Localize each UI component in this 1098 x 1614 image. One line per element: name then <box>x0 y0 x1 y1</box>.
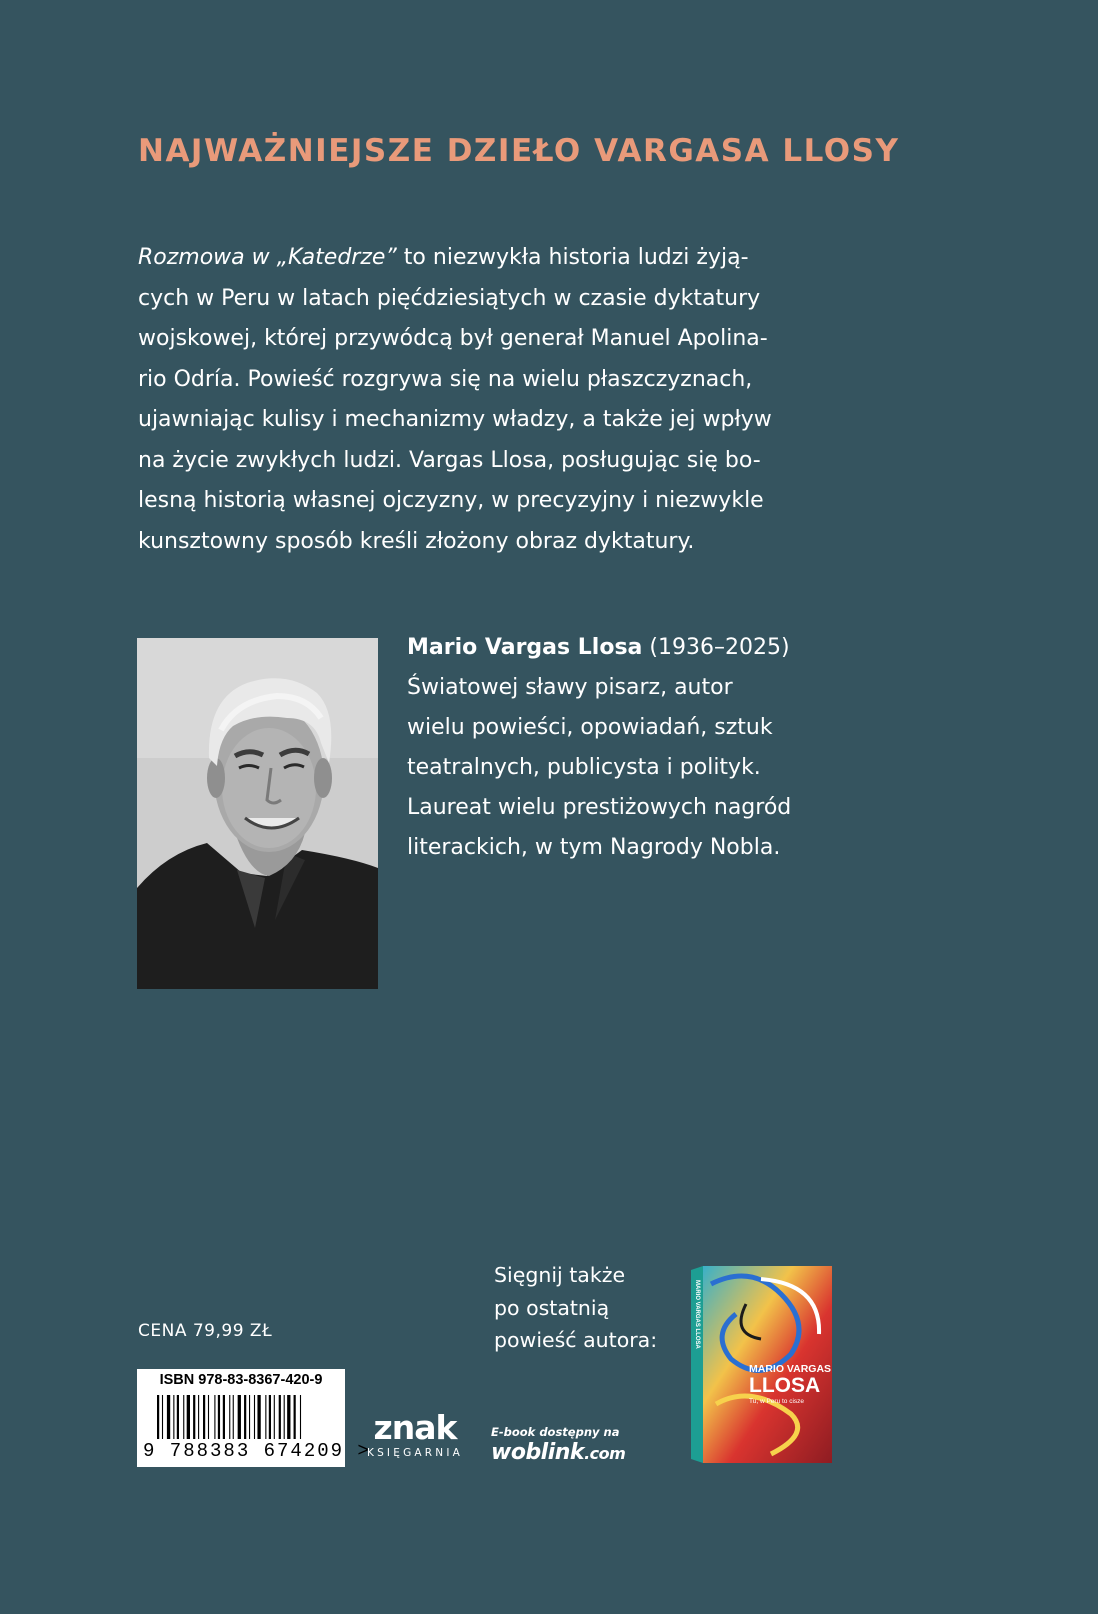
bio-line: teatralnych, publicysta i polityk. <box>407 755 761 780</box>
author-bio <box>407 628 827 868</box>
promo-line: Sięgnij także <box>494 1263 626 1287</box>
promo-book-cover <box>691 1264 834 1465</box>
spine-text: MARIO VARGAS LLOSA <box>694 1280 700 1349</box>
ebook-notice <box>491 1425 625 1465</box>
bio-line: Laureat wielu prestiżowych nagród <box>407 795 792 820</box>
woblink-brand: woblink <box>491 1440 585 1465</box>
author-years: (1936–2025) <box>642 635 790 660</box>
publisher-subtitle: KSIĘGARNIA <box>366 1447 464 1459</box>
description-title: Rozmowa w „Katedrze” <box>138 245 397 270</box>
description-line: kunsztowny sposób kreśli złożony obraz dyktatury. <box>138 528 695 554</box>
author-photo <box>137 638 378 989</box>
promo-line: powieść autora: <box>494 1328 658 1352</box>
bio-line: wielu powieści, opowiadań, sztuk <box>407 715 773 740</box>
cover-author-big: LLOSA <box>749 1374 821 1397</box>
barcode-digits: 9 788383 674209 > <box>143 1440 371 1462</box>
description-line: cych w Peru w latach pięćdziesiątych w czasie dyktatury <box>138 285 761 311</box>
description-line: rio Odría. Powieść rozgrywa się na wielu płaszczyznach, <box>138 366 753 392</box>
description-line-1-rest: to niezwykła historia ludzi żyją- <box>396 245 749 270</box>
author-portrait-illustration <box>137 638 378 989</box>
author-name: Mario Vargas Llosa <box>407 635 643 660</box>
barcode-bars <box>157 1395 329 1439</box>
description-line: wojskowej, której przywódcą był generał Manuel Apolina- <box>138 326 768 351</box>
cover-title: Tu, w Peru to cisze <box>749 1398 805 1405</box>
description-line: lesną historią własnej ojczyzny, w precyzyjny i niezwykle <box>138 488 764 513</box>
price-label: CENA 79,99 ZŁ <box>138 1321 273 1341</box>
promo-text <box>494 1259 657 1357</box>
description-line: ujawniając kulisy i mechanizmy władzy, a także jej wpływ <box>138 407 772 432</box>
isbn-text: ISBN 978-83-8367-420-9 <box>159 1372 323 1388</box>
promo-line: po ostatnią <box>494 1295 610 1320</box>
book-heading: NAJWAŻNIEJSZE DZIEŁO VARGASA LLOSY <box>138 133 900 169</box>
woblink-logo <box>491 1440 625 1465</box>
description-line-1 <box>138 238 798 279</box>
isbn-barcode <box>137 1369 371 1467</box>
book-description <box>138 238 798 562</box>
cover-author-small: MARIO VARGAS <box>749 1363 832 1375</box>
publisher-name: znak <box>373 1408 457 1447</box>
bio-line: Światowej sławy pisarz, autor <box>407 675 733 700</box>
publisher-logo <box>363 1410 467 1459</box>
woblink-domain: .com <box>584 1444 626 1463</box>
author-name-line <box>407 628 827 668</box>
bio-line: literackich, w tym Nagrody Nobla. <box>407 835 781 860</box>
description-line: na życie zwykłych ludzi. Vargas Llosa, posługując się bo- <box>138 447 761 473</box>
ebook-label: E-book dostępny na <box>491 1425 620 1439</box>
